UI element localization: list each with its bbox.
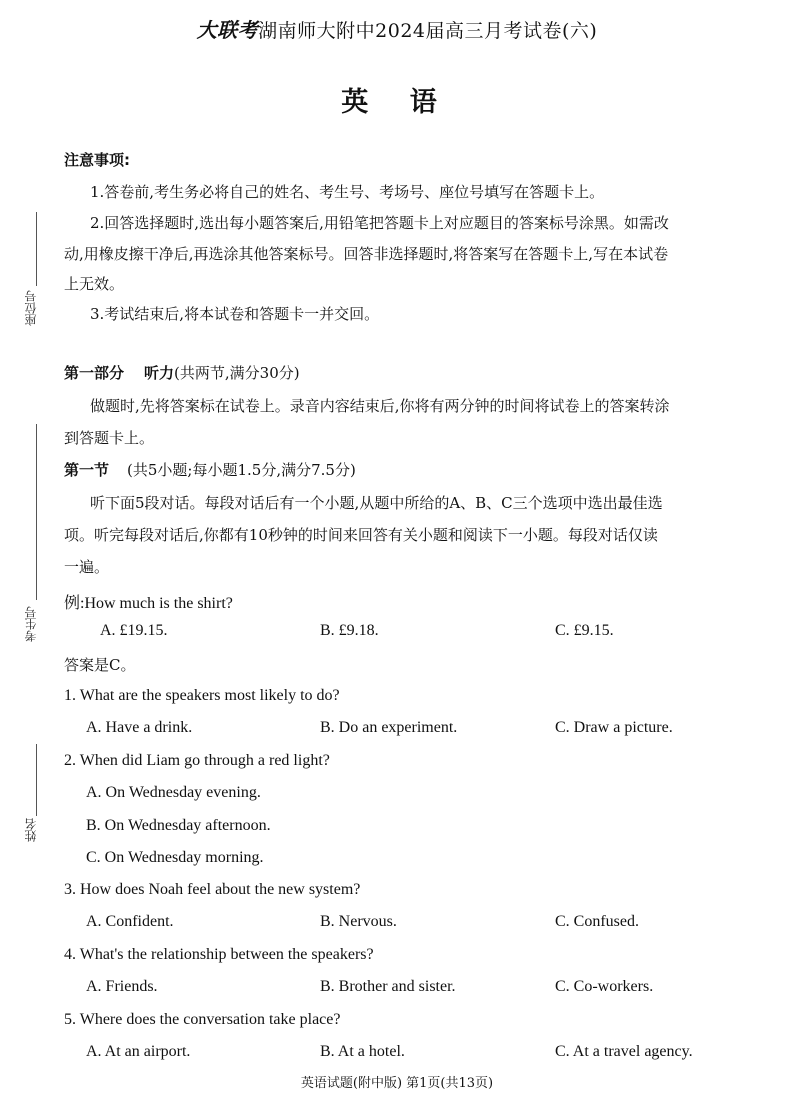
example-option-a: A. £19.15. [100,622,168,639]
note-line: 上无效。 [64,275,125,293]
note-line: 2.回答选择题时,选出每小题答案后,用铅笔把答题卡上对应题目的答案标号涂黑。如需改 [90,214,669,232]
q3-option-a: A. Confident. [86,913,174,930]
exam-no-fill-line [36,424,37,600]
part1-heading [64,362,780,383]
exam-no-label: 考生号 [24,606,38,642]
q1-option-b: B. Do an experiment. [320,719,458,736]
part1-name: 听力 [144,364,175,382]
q3-option-b: B. Nervous. [320,913,397,930]
section1-heading [64,459,780,480]
q1-option-c: C. Draw a picture. [555,719,673,736]
question-4: 4. What's the relationship between the speakers? [64,946,374,963]
part1-title: 第一部分 [64,364,125,382]
q2-option-a: A. On Wednesday evening. [86,784,261,801]
brand-logo-text: 大联考 [196,18,259,42]
name-label: 姓名 [24,818,38,842]
section1-detail: (共5小题;每小题1.5分,满分7.5分) [127,461,356,479]
section1-title: 第一节 [64,461,110,479]
example-answer: 答案是C。 [64,656,136,674]
exam-header [0,14,794,43]
section1-instruction: 一遍。 [64,558,110,576]
seat-fill-line [36,212,37,286]
q5-option-b: B. At a hotel. [320,1043,405,1060]
note-line: 3.考试结束后,将本试卷和答题卡一并交回。 [90,305,380,323]
question-5: 5. Where does the conversation take place? [64,1011,341,1028]
notes-title: 注意事项: [64,151,130,169]
exam-title: 湖南师大附中2024届高三月考试卷(六) [258,20,598,42]
question-1: 1. What are the speakers most likely to do? [64,687,340,704]
q4-option-a: A. Friends. [86,978,158,995]
question-3: 3. How does Noah feel about the new system? [64,881,361,898]
q2-option-b: B. On Wednesday afternoon. [86,817,271,834]
q4-option-c: C. Co-workers. [555,978,654,995]
q4-option-b: B. Brother and sister. [320,978,456,995]
section1-instruction: 听下面5段对话。每段对话后有一个小题,从题中所给的A、B、C三个选项中选出最佳选 [90,494,663,512]
page-footer: 英语试题(附中版) 第1页(共13页) [300,1076,494,1091]
q5-option-a: A. At an airport. [86,1043,191,1060]
part1-instruction: 做题时,先将答案标在试卷上。录音内容结束后,你将有两分钟的时间将试卷上的答案转涂 [90,397,670,415]
q2-option-c: C. On Wednesday morning. [86,849,264,866]
question-2: 2. When did Liam go through a red light? [64,752,330,769]
note-line: 动,用橡皮擦干净后,再选涂其他答案标号。回答非选择题时,将答案写在答题卡上,写在本试卷 [64,245,669,263]
seat-label: 座位号 [24,290,38,326]
example-option-b: B. £9.18. [320,622,379,639]
section1-instruction: 项。听完每段对话后,你都有10秒钟的时间来回答有关小题和阅读下一小题。每段对话仅读 [64,526,658,544]
q3-option-c: C. Confused. [555,913,639,930]
q1-option-a: A. Have a drink. [86,719,193,736]
example-question: 例:How much is the shirt? [64,595,233,612]
example-option-c: C. £9.15. [555,622,614,639]
subject-title: 英 语 [341,87,453,118]
name-fill-line [36,744,37,816]
note-line: 1.答卷前,考生务必将自己的姓名、考生号、考场号、座位号填写在答题卡上。 [90,183,605,201]
part1-detail: (共两节,满分30分) [174,364,300,382]
part1-instruction: 到答题卡上。 [64,429,155,447]
q5-option-c: C. At a travel agency. [555,1043,693,1060]
